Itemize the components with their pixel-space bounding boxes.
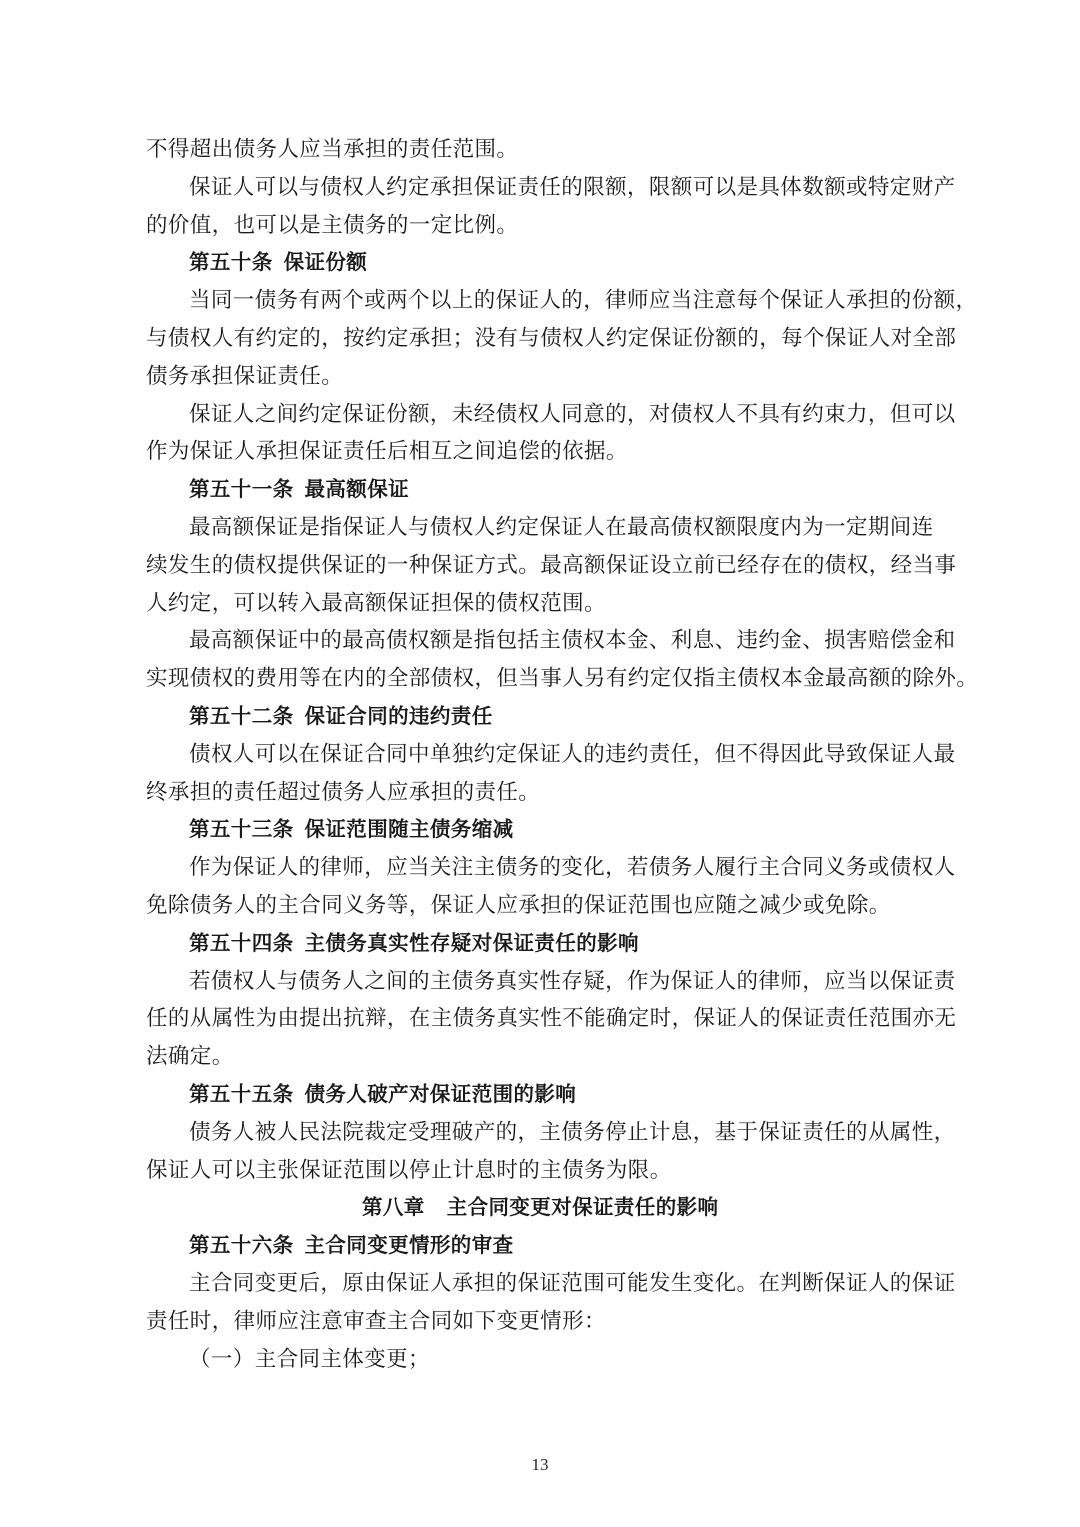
paragraph-line: 当同一债务有两个或两个以上的保证人的，律师应当注意每个保证人承担的份额， (189, 288, 978, 314)
article-title: 债务人破产对保证范围的影响 (304, 1081, 577, 1106)
paragraph-line: 的价值，也可以是主债务的一定比例。 (146, 212, 519, 238)
article-heading-53 (146, 811, 946, 849)
paragraph-line: 作为保证人的律师，应当关注主债务的变化，若债务人履行主合同义务或债权人 (189, 855, 956, 881)
paragraph-line: 保证人可以主张保证范围以停止计息时的主债务为限。 (146, 1157, 672, 1183)
paragraph-line: 不得超出债务人应当承担的责任范围。 (146, 137, 519, 162)
article-number: 第五十六条 (189, 1233, 294, 1258)
chapter-number: 第八章 (362, 1195, 425, 1220)
paragraph-line: 责任时，律师应注意审查主合同如下变更情形： (146, 1308, 606, 1334)
paragraph-line: 债务人被人民法院裁定受理破产的，主债务停止计息，基于保证责任的从属性， (189, 1119, 956, 1145)
article-heading-51 (146, 471, 946, 509)
page-number: 13 (531, 1455, 549, 1474)
article-heading-52 (146, 698, 946, 736)
paragraph-line: 续发生的债权提供保证的一种保证方式。最高额保证设立前已经存在的债权，经当事 (146, 552, 957, 578)
chapter-heading-8 (146, 1189, 946, 1227)
paragraph-line: 最高额保证中的最高债权额是指包括主债权本金、利息、违约金、损害赔偿金和 (189, 628, 956, 654)
article-heading-50 (146, 244, 946, 282)
paragraph-line: 任的从属性为由提出抗辩，在主债务真实性不能确定时，保证人的保证责任范围亦无 (146, 1006, 957, 1032)
article-heading-56 (146, 1227, 946, 1265)
paragraph-line: 免除债务人的主合同义务等，保证人应承担的保证范围也应随之减少或免除。 (146, 892, 891, 918)
paragraph-line: 最高额保证是指保证人与债权人约定保证人在最高债权额限度内为一定期间连 (189, 514, 934, 540)
paragraph-line: 保证人之间约定保证份额，未经债权人同意的，对债权人不具有约束力，但可以 (189, 401, 956, 427)
paragraph-line: 若债权人与债务人之间的主债务真实性存疑，作为保证人的律师，应当以保证责 (189, 968, 956, 994)
article-title: 主合同变更情形的审查 (304, 1233, 514, 1258)
article-number: 第五十条 (189, 250, 273, 275)
list-item: （一）主合同主体变更； (189, 1346, 430, 1372)
paragraph-line: 作为保证人承担保证责任后相互之间追偿的依据。 (146, 439, 628, 465)
article-heading-55 (146, 1076, 946, 1114)
article-number: 第五十一条 (189, 477, 294, 502)
paragraph-line: 主合同变更后，原由保证人承担的保证范围可能发生变化。在判断保证人的保证 (189, 1270, 956, 1296)
article-title: 最高额保证 (304, 477, 409, 502)
paragraph-line: 与债权人有约定的，按约定承担；没有与债权人约定保证份额的，每个保证人对全部 (146, 325, 957, 351)
article-title: 主债务真实性存疑对保证责任的影响 (304, 930, 639, 955)
article-number: 第五十二条 (189, 703, 294, 728)
article-number: 第五十三条 (189, 817, 294, 842)
article-title: 保证范围随主债务缩减 (304, 817, 514, 842)
paragraph-line: 人约定，可以转入最高额保证担保的债权范围。 (146, 590, 606, 616)
paragraph-line: 实现债权的费用等在内的全部债权，但当事人另有约定仅指主债权本金最高额的除外。 (146, 666, 979, 692)
article-number: 第五十五条 (189, 1081, 294, 1106)
paragraph-line: 法确定。 (146, 1044, 234, 1070)
article-title: 保证合同的违约责任 (304, 703, 493, 728)
article-number: 第五十四条 (189, 930, 294, 955)
document-body (146, 131, 979, 1378)
chapter-title: 主合同变更对保证责任的影响 (446, 1195, 719, 1220)
paragraph-line: 债权人可以在保证合同中单独约定保证人的违约责任，但不得因此导致保证人最 (189, 741, 956, 767)
paragraph-line: 保证人可以与债权人约定承担保证责任的限额，限额可以是具体数额或特定财产 (189, 174, 956, 200)
article-heading-54 (146, 925, 946, 963)
paragraph-line: 终承担的责任超过债务人应承担的责任。 (146, 779, 541, 805)
paragraph-line: 债务承担保证责任。 (146, 363, 344, 389)
article-title: 保证份额 (283, 250, 368, 275)
